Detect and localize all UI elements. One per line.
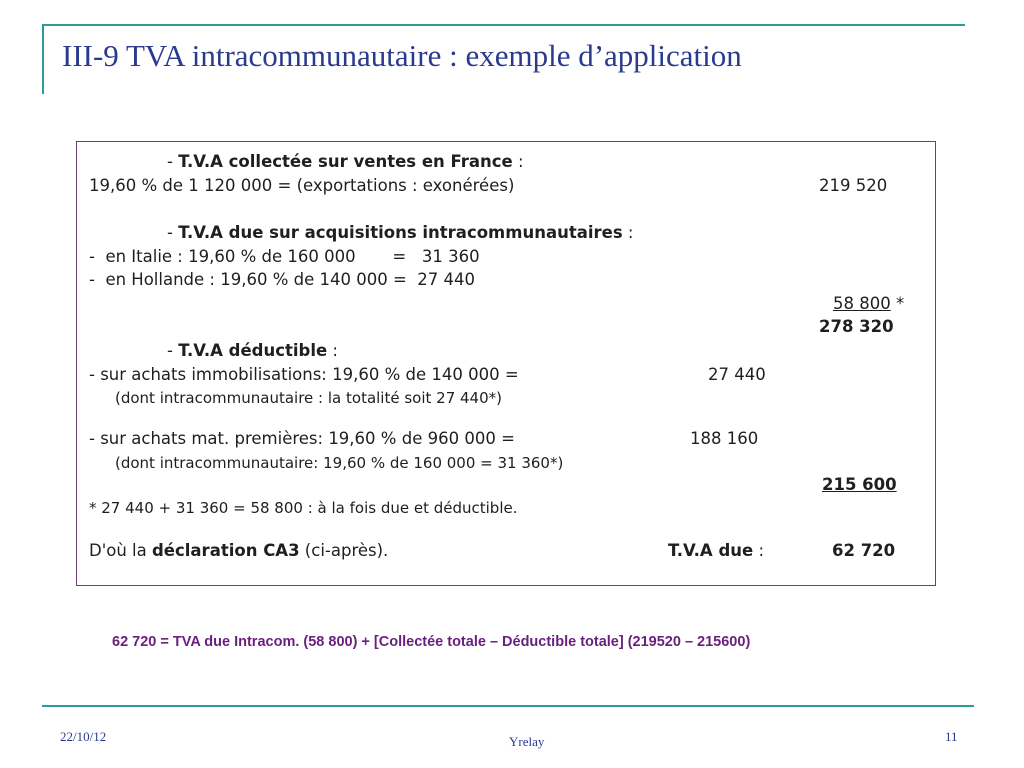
- tva-due-label: T.V.A due :: [668, 541, 765, 560]
- deductible-item-immobilisations-note: (dont intracommunautaire : la totalité soit 27 440*): [115, 389, 502, 407]
- deductible-item-immobilisations: - sur achats immobilisations: 19,60 % de 140 000 =: [89, 365, 519, 384]
- due-item-hollande: - en Hollande : 19,60 % de 140 000 = 27 440: [89, 270, 476, 289]
- due-item-italie: - en Italie : 19,60 % de 160 000 = 31 360: [89, 247, 480, 266]
- deductible-total: 215 600: [822, 475, 897, 494]
- top-rule: [42, 24, 965, 26]
- due-total: 278 320: [819, 317, 894, 336]
- footer-page-number: 11: [945, 729, 958, 744]
- collectee-line: 19,60 % de 1 120 000 = (exportations : exonérées): [89, 176, 515, 195]
- deductible-item-immobilisations-value: 27 440: [708, 365, 766, 384]
- footnote: * 27 440 + 31 360 = 58 800 : à la fois due et déductible.: [89, 499, 518, 517]
- declaration-ca3: déclaration CA3: [151, 541, 300, 560]
- section-deductible-heading: - T.V.A déductible :: [167, 341, 338, 360]
- section-due-heading: - T.V.A due sur acquisitions intracommunautaires :: [167, 223, 634, 242]
- heading-text: T.V.A collectée sur ventes en France: [178, 152, 513, 171]
- tva-due-value: 62 720: [832, 541, 896, 560]
- heading-text: T.V.A déductible: [178, 341, 328, 360]
- deductible-item-matieres: - sur achats mat. premières: 19,60 % de 960 000 =: [89, 429, 515, 448]
- collectee-value: 219 520: [819, 176, 888, 195]
- footer-date: 22/10/12: [60, 729, 107, 744]
- slide-title: III-9 TVA intracommunautaire : exemple d’application: [62, 38, 742, 73]
- footer-author: Yrelay: [509, 734, 545, 749]
- deductible-item-matieres-value: 188 160: [690, 429, 759, 448]
- section-collectee-heading: - T.V.A collectée sur ventes en France :: [167, 152, 524, 171]
- side-rule: [42, 24, 44, 94]
- heading-text: T.V.A due sur acquisitions intracommunautaires: [178, 223, 623, 242]
- bottom-rule: [42, 705, 974, 707]
- deductible-item-matieres-note: (dont intracommunautaire: 19,60 % de 160 000 = 31 360*): [115, 454, 564, 472]
- declaration-line: D'où la déclaration CA3 (ci-après).: [89, 541, 389, 560]
- due-subtotal: 58 800 *: [833, 294, 905, 313]
- content-box: [76, 141, 936, 586]
- formula-caption: 62 720 = TVA due Intracom. (58 800) + [Collectée totale – Déductible totale] (219520 – 215600): [112, 634, 751, 650]
